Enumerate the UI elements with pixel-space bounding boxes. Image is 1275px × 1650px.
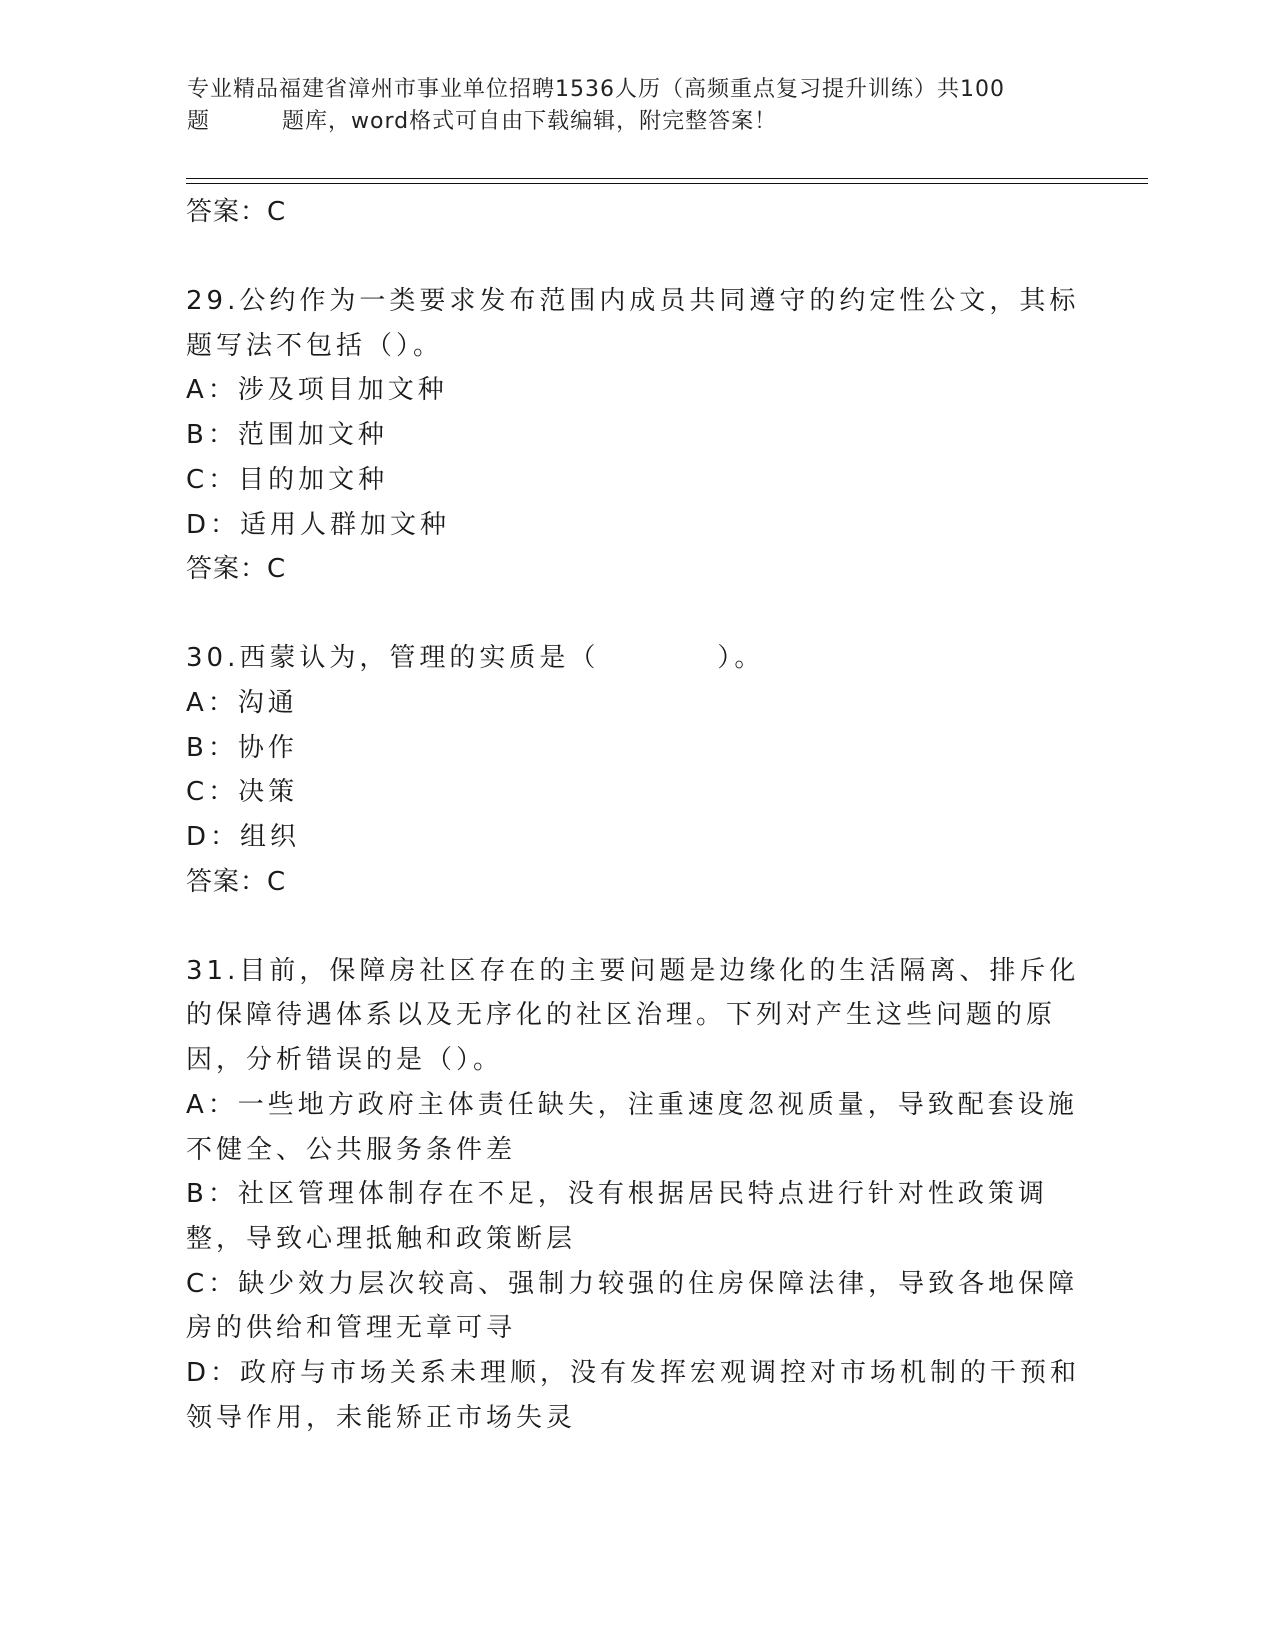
option-c: C：目的加文种 [186, 464, 389, 495]
question-block-30 [186, 636, 1086, 904]
option-d: D：适用人群加文种 [186, 509, 451, 540]
question-block-31 [186, 949, 1086, 1441]
question-block-29 [186, 279, 1086, 591]
question-stem: 31.目前，保障房社区存在的主要问题是边缘化的生活隔离、排斥化的保障待遇体系以及无序化的社区治理。下列对产生这些问题的原因，分析错误的是（）。 [186, 955, 1080, 1076]
question-stem-before-blank: 30.西蒙认为，管理的实质是（ [186, 643, 600, 674]
answer-line: 答案：C [186, 866, 287, 897]
option-a: A：涉及项目加文种 [186, 375, 448, 406]
header-title-line2 [187, 106, 1067, 138]
header-title-line2-left: 题 [187, 109, 211, 134]
answer-line: 答案：C [186, 554, 287, 585]
header-divider-top [186, 178, 1148, 179]
option-c: C：缺少效力层次较高、强制力较强的住房保障法律，导致各地保障房的供给和管理无章可寻 [186, 1268, 1079, 1344]
question-stem-after-blank: ）。 [717, 643, 765, 674]
option-d: D：政府与市场关系未理顺，没有发挥宏观调控对市场机制的干预和领导作用，未能矫正市场失灵 [186, 1358, 1081, 1433]
option-b: B：范围加文种 [186, 420, 388, 451]
option-c: C：决策 [186, 777, 299, 808]
question-stem [186, 636, 1086, 681]
question-stem: 29.公约作为一类要求发布范围内成员共同遵守的约定性公文，其标题写法不包括（）。 [186, 286, 1080, 361]
option-a: A：一些地方政府主体责任缺失，注重速度忽视质量，导致配套设施不健全、公共服务条件差 [186, 1089, 1078, 1165]
header-divider-bottom [186, 183, 1148, 184]
option-d: D：组织 [186, 822, 301, 853]
header-title-line2-right: 题库，word格式可自由下载编辑，附完整答案！ [282, 109, 778, 134]
option-b: B：社区管理体制存在不足，没有根据居民特点进行针对性政策调整，导致心理抵触和政策断层 [186, 1179, 1048, 1254]
option-a: A：沟通 [186, 687, 298, 718]
option-b: B：协作 [186, 732, 298, 763]
page-header [187, 74, 1067, 138]
page-content [186, 190, 1086, 1440]
answer-line: 答案：C [186, 197, 287, 227]
header-title-line1: 专业精品福建省漳州市事业单位招聘1536人历（高频重点复习提升训练）共100 [187, 77, 1005, 102]
